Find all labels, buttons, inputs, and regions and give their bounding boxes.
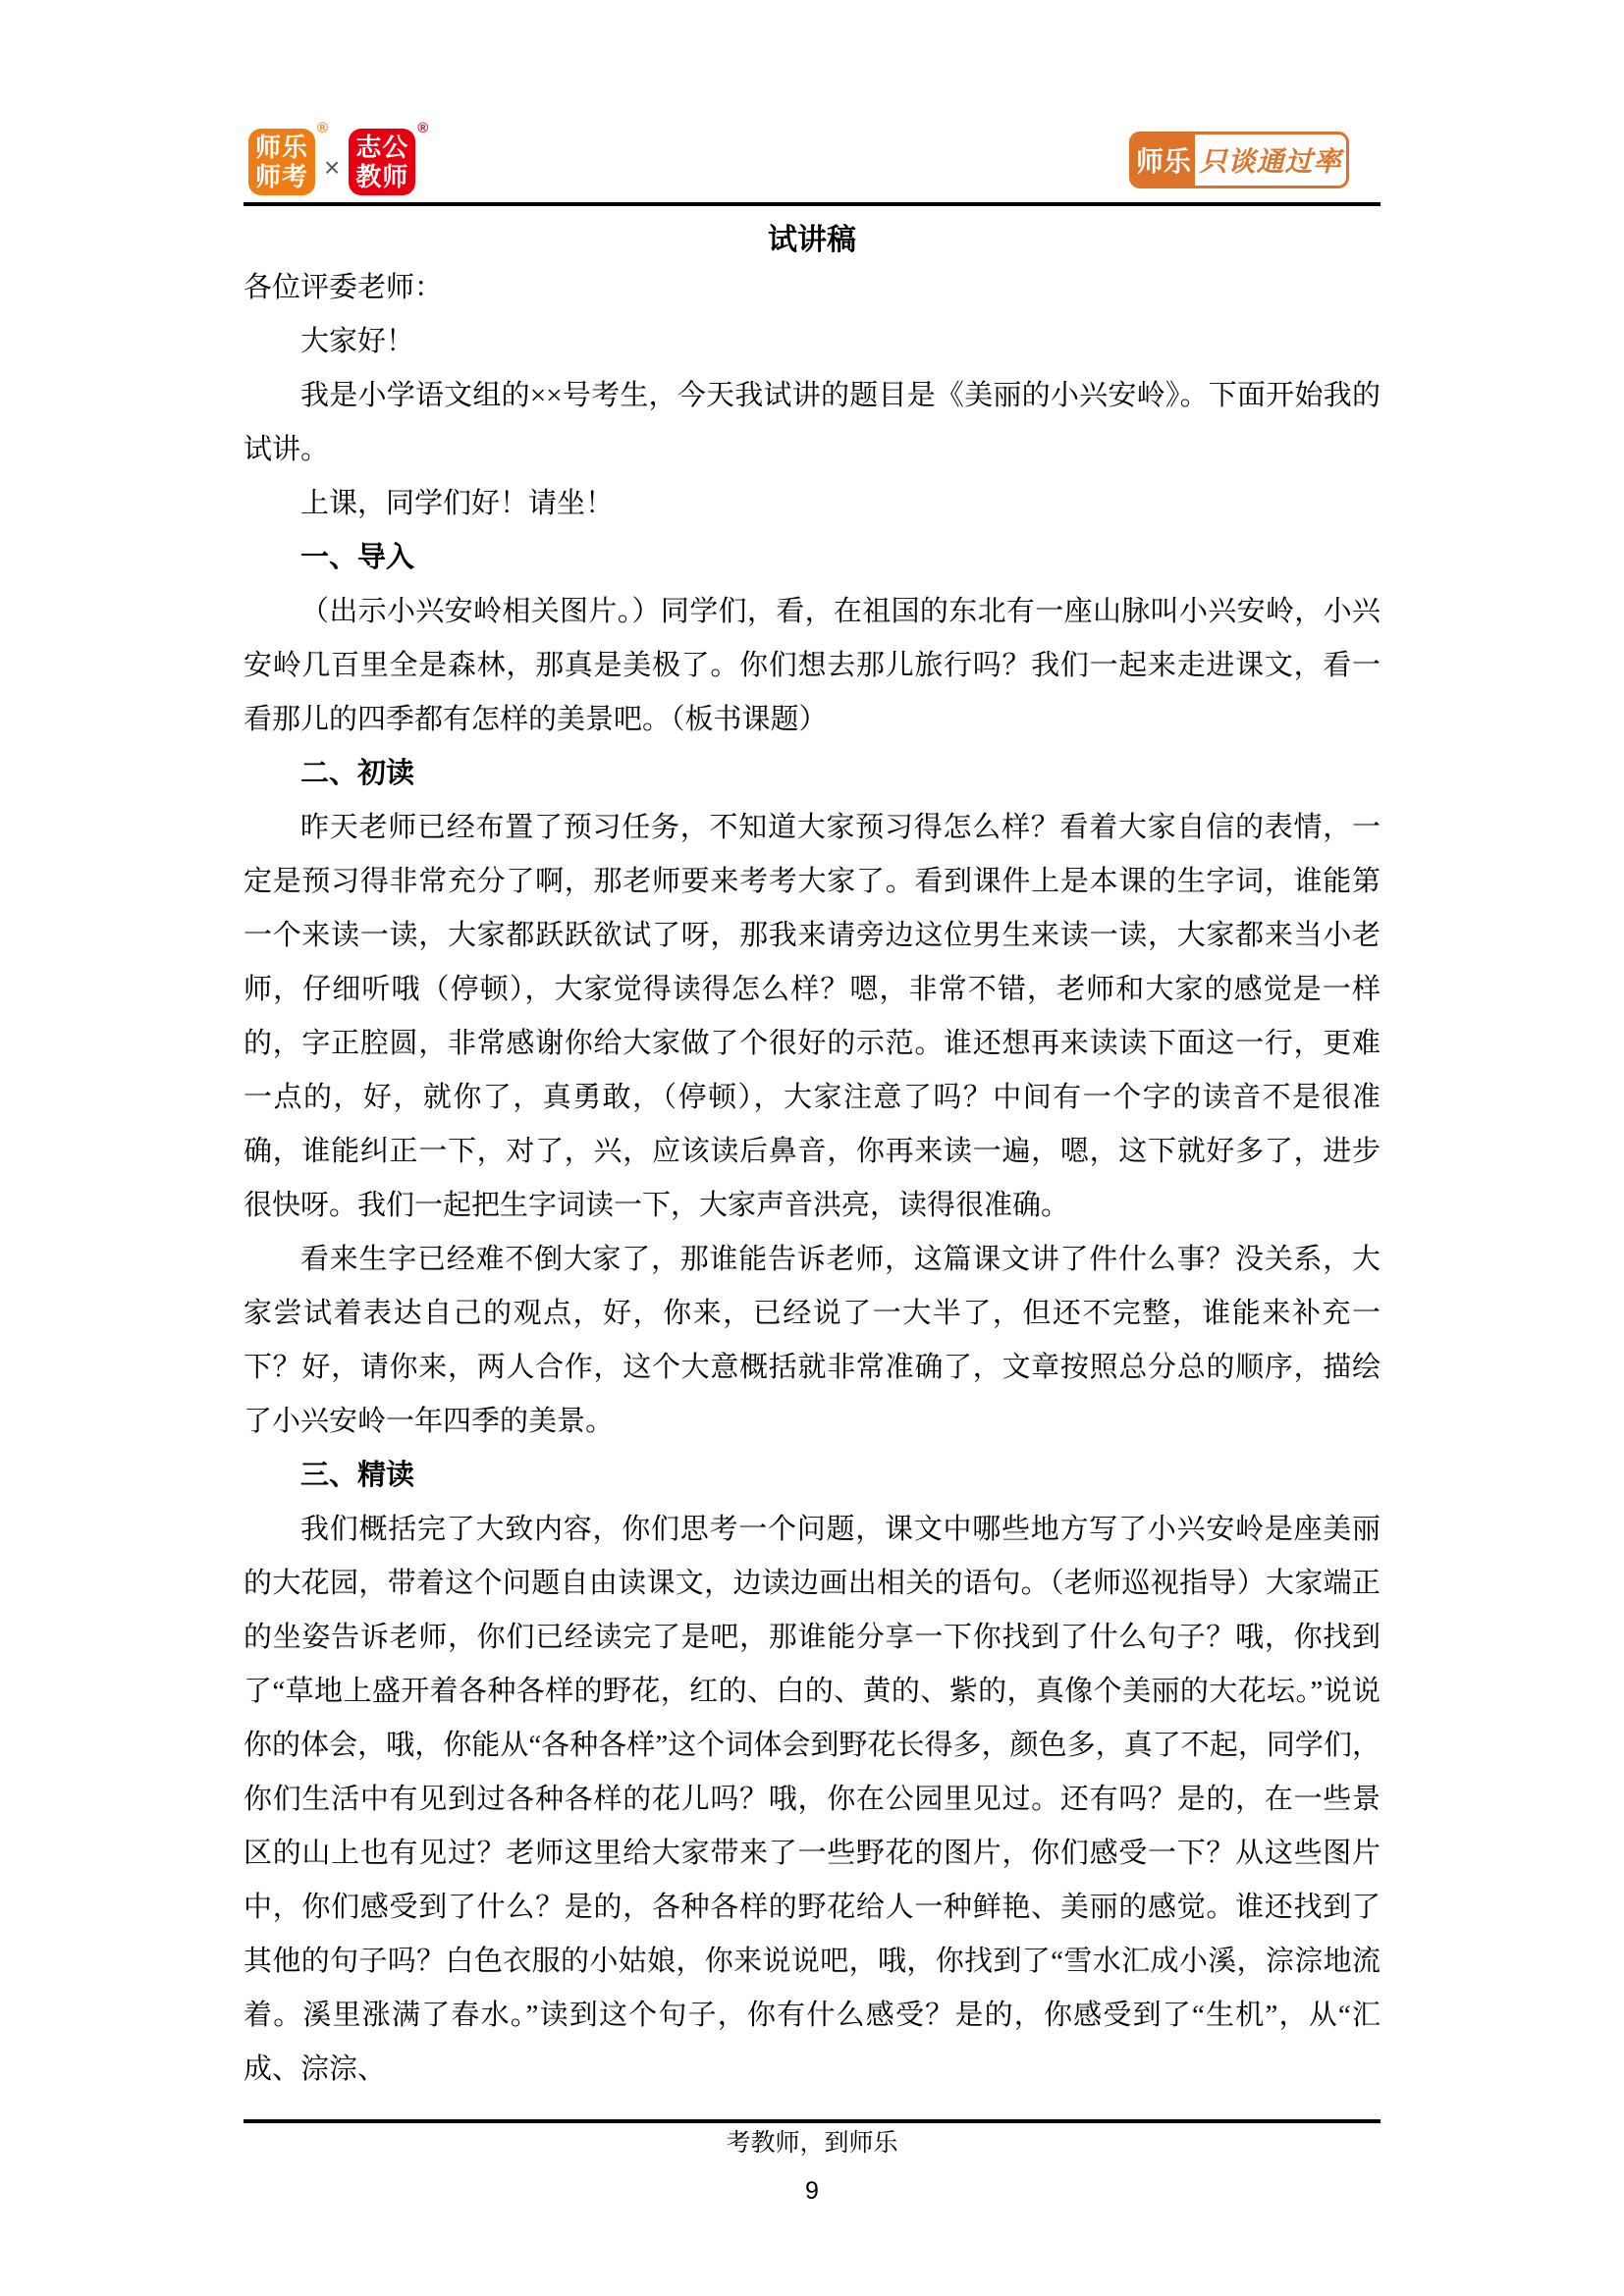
paragraph-6: （出示小兴安岭相关图片。）同学们，看，在祖国的东北有一座山脉叫小兴安岭，小兴安岭几百里全是森林，那真是美极了。你们想去那儿旅行吗？我们一起来走进课文，看一看那儿的四季都有怎样的美景吧。（板书课题） — [244, 596, 1380, 735]
banner-brand: 师乐 — [1132, 134, 1195, 186]
paragraph-4: 上课，同学们好！请坐！ — [300, 488, 615, 519]
paragraph-8: 昨天老师已经布置了预习任务，不知道大家预习得怎么样？看着大家自信的表情，一定是预习得非常充分了啊，那老师要来考考大家了。看到课件上是本课的生字词，谁能第一个来读一读，大家都跃跃欲试了呀，那我来请旁边这位男生来读一读，大家都来当小老师，仔细听哦（停顿），大家觉得读得怎么样？嗯，非常不错，老师和大家的感觉是一样的，字正腔圆，非常感谢你给大家做了个很好的示范。谁还想再来读读下面这一行，更难一点的，好，就你了，真勇敢，（停顿），大家注意了吗？中间有一个字的读音不是很准确，谁能纠正一下，对了，兴，应该读后鼻音，你再来读一遍，嗯，这下就好多了，进步很快呀。我们一起把生字词读一下，大家声音洪亮，读得很准确。 — [244, 812, 1380, 1221]
page-title: 试讲稿 — [768, 224, 856, 256]
paragraph-3: 我是小学语文组的××号考生，今天我试讲的题目是《美丽的小兴安岭》。下面开始我的试讲。 — [244, 380, 1380, 465]
logo-text: 志公 — [355, 133, 409, 162]
registered-trademark-icon: ® — [316, 120, 328, 136]
shile-shikao-logo — [248, 120, 328, 195]
paragraph-7: 二、初读 — [300, 758, 415, 789]
header-logos — [248, 120, 429, 195]
paragraph-9: 看来生字已经难不倒大家了，那谁能告诉老师，这篇课文讲了件什么事？没关系，大家尝试着表达自己的观点，好，你来，已经说了一大半了，但还不完整，谁能来补充一下？好，请你来，两人合作，这个大意概括就非常准确了，文章按照总分总的顺序，描绘了小兴安岭一年四季的美景。 — [244, 1244, 1380, 1437]
registered-trademark-icon: ® — [417, 120, 429, 136]
multiply-icon: × — [324, 152, 341, 183]
logo-text: 教师 — [355, 162, 409, 191]
footer-slogan: 考教师，到师乐 — [726, 2130, 898, 2157]
slogan-banner — [1129, 132, 1349, 188]
footer-rule — [244, 2119, 1380, 2123]
document-body — [244, 261, 1380, 2097]
paragraph-11: 我们概括完了大致内容，你们思考一个问题，课文中哪些地方写了小兴安岭是座美丽的大花园，带着这个问题自由读课文，边读边画出相关的语句。（老师巡视指导）大家端正的坐姿告诉老师，你们已经读完了是吧，那谁能分享一下你找到了什么句子？哦，你找到了“草地上盛开着各种各样的野花，红的、白的、黄的、紫的，真像个美丽的大花坛。”说说你的体会，哦，你能从“各种各样”这个词体会到野花长得多，颜色多，真了不起，同学们，你们生活中有见到过各种各样的花儿吗？哦，你在公园里见过。还有吗？是的，在一些景区的山上也有见过？老师这里给大家带来了一些野花的图片，你们感受一下？从这些图片中，你们感受到了什么？是的，各种各样的野花给人一种鲜艳、美丽的感觉。谁还找到了其他的句子吗？白色衣服的小姑娘，你来说说吧，哦，你找到了“雪水汇成小溪，淙淙地流着。溪里涨满了春水。”读到这个句子，你有什么感受？是的，你感受到了“生机”，从“汇成、淙淙、 — [244, 1514, 1380, 2085]
zhigong-jiaoshi-logo — [349, 120, 429, 195]
logo-text: 师考 — [254, 162, 308, 191]
paragraph-10: 三、精读 — [300, 1460, 415, 1491]
logo-text: 师乐 — [254, 133, 308, 162]
paragraph-5: 一、导入 — [300, 542, 415, 573]
paragraph-2: 大家好！ — [300, 326, 415, 357]
paragraph-1: 各位评委老师： — [244, 272, 444, 303]
page-number: 9 — [805, 2177, 819, 2205]
header-rule — [244, 202, 1380, 206]
banner-slogan: 只谈通过率 — [1199, 147, 1342, 178]
